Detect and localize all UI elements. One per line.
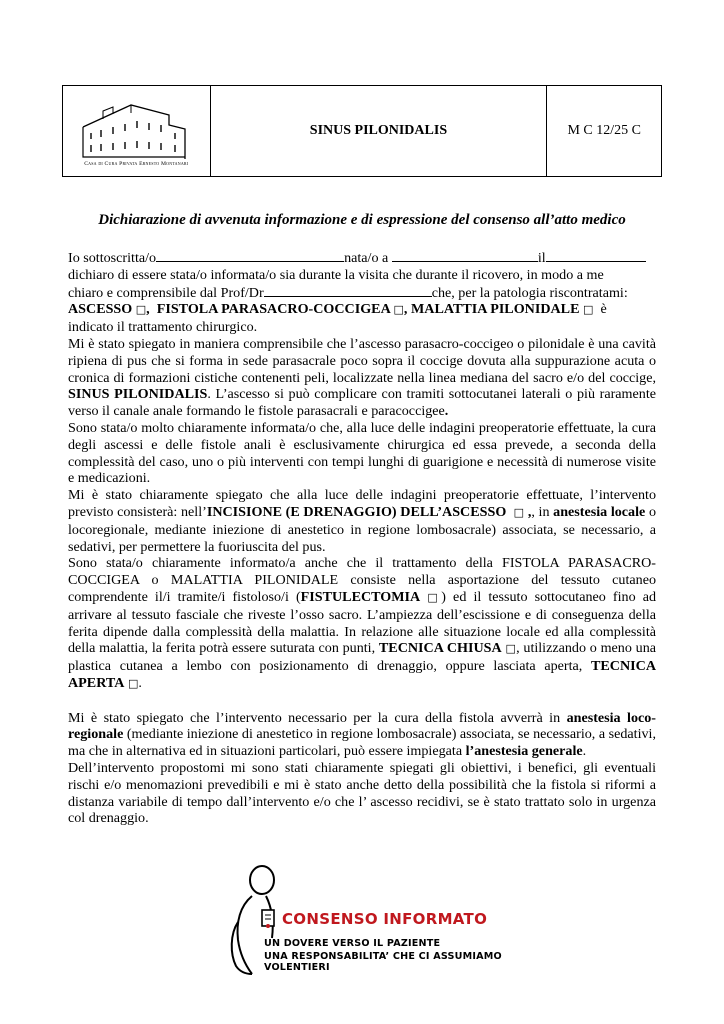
locoregional-term: anestesia loco-regionale <box>68 709 656 743</box>
paragraph-sinus: Mi è stato spiegato in maniera comprensibile che l’ascesso parasacro-coccigeo o pilonidale è una cavità ripiena di pus che si forma in sede parasacrale poco sopra il coccige dovuta alla suppurazione acuta o cronica di formazioni cistiche contenenti peli, localizzate nella linea mediana del sacro e/o del coccige, SINUS PILONIDALIS. L’ascesso si può complicare con tramiti sottocutanei laterali o più raramente verso il canale anale formando le fistole parasacrali e paracoccigee. <box>68 335 656 420</box>
birthplace-field[interactable] <box>392 249 538 262</box>
general-anesthesia-term: l’anestesia generale <box>465 743 583 760</box>
diagnosis-malattia-label: MALATTIA PILONIDALE <box>410 301 580 318</box>
doctor-field[interactable] <box>264 284 432 297</box>
comma: , <box>403 301 408 318</box>
document-title: SINUS PILONIDALIS <box>211 86 548 176</box>
paragraph-treatment: Sono stata/o molto chiaramente informata/o che, alla luce delle indagini preoperatorie effettuate, la cura degli ascessi e delle fistole anali è esclusivamente chirurgica ed essa prevede, a seconda della complessità del caso, uno o più interventi con tempi lunghi di guarigione e necessità di numerose visite e medicazioni. <box>68 419 656 487</box>
consent-footer <box>222 862 522 982</box>
logo-cell <box>63 86 211 176</box>
paragraph-risks: Dell’intervento propostomi mi sono stati chiaramente spiegati gli obiettivi, i benefici, gli eventuali rischi e/o menomazioni prevedibili e mi è stato anche detto della possibilità che la fistola si riformi a distanza variabile di tempo dall’intervento e/o che l’ ascesso recidivi, se è stato trattato solo in urgenza col drenaggio. <box>68 759 656 827</box>
document-header <box>62 85 662 177</box>
clinic-building-logo <box>73 99 199 159</box>
identity-line <box>68 249 656 267</box>
doctor-line <box>68 284 656 302</box>
born-label: nata/o a <box>344 250 389 266</box>
consent-body <box>68 249 656 827</box>
informed-line: dichiaro di essere stata/o informata/o sia durante la visita che durante il ricovero, in modo a me <box>68 266 604 283</box>
paragraph-incision: Mi è stato chiaramente spiegato che alla luce delle indagini preoperatorie effettuate, l’intervento previsto consisterà: nell’INCISIONE (E DRENAGGIO) DELL’ASCESSO □ ,, in anestesia locale o locoregionale, mediante iniezione di anestetico in regione lombosacrale) associata, se necessario, a sedativi, per permettere la fuoriuscita del pus. <box>68 487 656 555</box>
document-code: M C 12/25 C <box>567 123 641 138</box>
comma: , <box>146 301 150 318</box>
diagnosis-fistola-label: FISTOLA PARASACRO-COCCIGEA <box>156 301 390 318</box>
birthdate-field[interactable] <box>546 249 646 262</box>
footer-title: CONSENSO INFORMATO <box>282 910 488 928</box>
on-label: il <box>537 250 546 266</box>
pathology-label: che, per la patologia riscontratami: <box>431 284 628 301</box>
diagnosis-options <box>68 301 656 319</box>
fistulectomy-term: FISTULECTOMIA <box>300 588 421 605</box>
footer-line-2: UNA RESPONSABILITA’ CHE CI ASSUMIAMO VOLENTIERI <box>264 951 502 973</box>
checkbox-tecnica-chiusa[interactable]: □ <box>505 642 517 656</box>
checkbox-fistulectomia[interactable]: □ <box>427 590 442 604</box>
name-field[interactable] <box>156 249 344 262</box>
treatment-line: indicato il trattamento chirurgico. <box>68 319 258 336</box>
paragraph-fistulectomy: Sono stata/o chiaramente informato/a anche che il trattamento della FISTOLA PARASACRO-COCCIGEA o MALATTIA PILONIDALE consiste nella asportazione del tessuto cutaneo comprendente il/i tramite/i fistoloso/i (FISTULECTOMIA □) ed il tessuto sottocutaneo fino ad arrivare al tessuto fasciale che riveste l’osso sacro. L’ampiezza dell’escissione e di conseguenza della ferita dipende dalla complessità della malattia. In relazione alle situazione locale ed alla complessità della malattia, la ferita potrà essere suturata con punti, TECNICA CHIUSA □, utilizzando o meno una plastica cutanea a lembo con posizionamento di drenaggio, oppure lasciata aperta, TECNICA APERTA □. <box>68 555 656 691</box>
diagnosis-tail: è <box>600 301 607 318</box>
footer-line-1: UN DOVERE VERSO IL PAZIENTE <box>264 938 441 949</box>
open-technique-term: TECNICA APERTA <box>68 658 656 691</box>
paragraph-anesthesia: Mi è stato spiegato che l’intervento necessario per la cura della fistola avverrà in anestesia loco-regionale (mediante iniezione di anestetico in regione lombosacrale) associata, se necessario, a sedativi, ma che in alternativa ed in situazioni particolari, può essere impiegata l’anestesia generale. <box>68 709 656 760</box>
checkbox-incisione[interactable]: □ <box>513 505 525 519</box>
undersigned-label: Io sottoscritta/o <box>68 250 157 266</box>
local-anesthesia-term: anestesia locale <box>553 503 646 520</box>
document-subtitle: Dichiarazione di avvenuta informazione e di espressione del consenso all’atto medico <box>98 212 626 228</box>
diagnosis-ascesso-label: ASCESSO <box>68 301 133 318</box>
incision-term: INCISIONE (E DRENAGGIO) DELL’ASCESSO <box>206 503 507 520</box>
doctor-label: chiaro e comprensibile dal Prof/Dr <box>68 284 264 301</box>
checkbox-tecnica-aperta[interactable]: □ <box>127 676 139 690</box>
checkbox-ascesso[interactable]: □ <box>135 303 147 317</box>
logo-caption: Casa di Cura Privata Ernesto Montanari <box>84 161 189 167</box>
sinus-term: SINUS PILONIDALIS <box>68 386 208 403</box>
checkbox-fistola[interactable]: □ <box>393 303 404 317</box>
closed-technique-term: TECNICA CHIUSA <box>378 640 502 657</box>
checkbox-malattia[interactable]: □ <box>583 303 594 317</box>
